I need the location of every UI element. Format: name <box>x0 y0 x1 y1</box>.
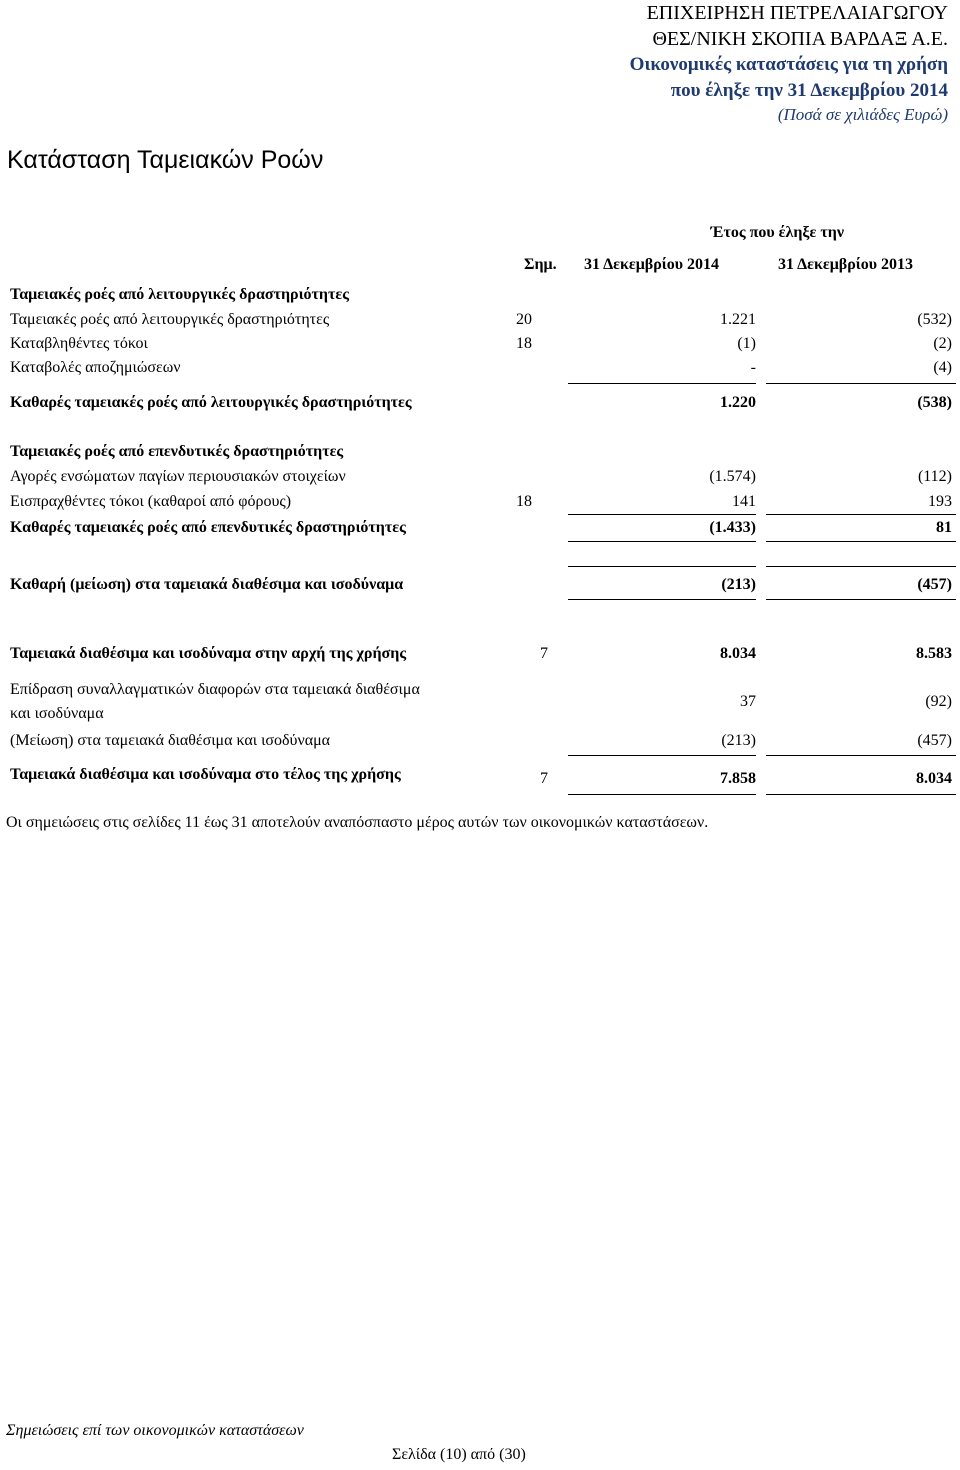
table-row: Ταμειακές ροές από λειτουργικές δραστηριότητες 20 1.221 (532) <box>10 311 952 328</box>
currency-note: (Ποσά σε χιλιάδες Ευρώ) <box>777 105 948 124</box>
company-header <box>630 0 948 126</box>
rule-line <box>766 541 956 542</box>
rule-line <box>766 514 956 515</box>
operating-section-heading: Ταμειακές ροές από λειτουργικές δραστηριότητες <box>10 286 349 303</box>
table-row: Καταβληθέντες τόκοι 18 (1) (2) <box>10 335 952 352</box>
statement-period-line2: που έληξε την 31 Δεκεμβρίου 2014 <box>670 80 948 101</box>
rule-line <box>568 566 756 567</box>
fx-effect-values: 37 (92) <box>740 693 952 710</box>
rule-line <box>766 794 956 795</box>
net-change-row: Καθαρή (μείωση) στα ταμειακά διαθέσιμα και ισοδύναμα (213) (457) <box>10 576 952 593</box>
notes-disclaimer: Οι σημειώσεις στις σελίδες 11 έως 31 αποτελούν αναπόσπαστο μέρος αυτών των οικονομικών καταστάσεων. <box>6 814 709 831</box>
ending-balance-row: Ταμειακά διαθέσιμα και ισοδύναμα στο τέλος της χρήσης 7 7.858 8.034 <box>10 766 952 787</box>
note-column-header: Σημ. <box>524 256 557 273</box>
page-number: Σελίδα (10) από (30) <box>392 1446 526 1463</box>
investing-section-heading: Ταμειακές ροές από επενδυτικές δραστηριότητες <box>10 443 344 460</box>
column-header-2013: 31 Δεκεμβρίου 2013 <box>778 256 914 273</box>
fx-effect-label-line1: Επίδραση συναλλαγματικών διαφορών στα ταμειακά διαθέσιμα <box>10 681 420 698</box>
beginning-balance-row: Ταμειακά διαθέσιμα και ισοδύναμα στην αρχή της χρήσης 7 8.034 8.583 <box>10 645 952 662</box>
rule-line <box>766 383 956 384</box>
rule-line <box>766 599 956 600</box>
period-header: Έτος που έληξε την <box>710 224 844 241</box>
company-name-line2: ΘΕΣ/ΝΙΚΗ ΣΚΟΠΙΑ ΒΑΡΔΑΞ Α.Ε. <box>652 28 948 50</box>
statement-period-line1: Οικονομικές καταστάσεις για τη χρήση <box>629 54 948 75</box>
rule-line <box>568 514 756 515</box>
rule-line <box>568 383 756 384</box>
column-header-2014: 31 Δεκεμβρίου 2014 <box>584 256 720 273</box>
operating-total-row: Καθαρές ταμειακές ροές από λειτουργικές δραστηριότητες 1.220 (538) <box>10 394 952 411</box>
rule-line <box>568 794 756 795</box>
table-row: (Μείωση) στα ταμειακά διαθέσιμα και ισοδύναμα (213) (457) <box>10 732 952 749</box>
fx-effect-label-line2: και ισοδύναμα <box>10 705 104 722</box>
page-title: Κατάσταση Ταμειακών Ροών <box>7 146 324 174</box>
company-name-line1: ΕΠΙΧΕΙΡΗΣΗ ΠΕΤΡΕΛΑΙΑΓΩΓΟΥ <box>646 2 948 24</box>
rule-line <box>568 755 756 756</box>
rule-line <box>568 541 756 542</box>
table-row: Εισπραχθέντες τόκοι (καθαροί από φόρους) 18 141 193 <box>10 493 952 510</box>
rule-line <box>568 599 756 600</box>
table-row: Καταβολές αποζημιώσεων - (4) <box>10 359 952 376</box>
rule-line <box>766 566 956 567</box>
table-row: Αγορές ενσώματων παγίων περιουσιακών στοιχείων (1.574) (112) <box>10 468 952 485</box>
footer-notes-label: Σημειώσεις επί των οικονομικών καταστάσεων <box>6 1422 304 1439</box>
investing-total-row: Καθαρές ταμειακές ροές από επενδυτικές δραστηριότητες (1.433) 81 <box>10 519 952 536</box>
rule-line <box>766 755 956 756</box>
